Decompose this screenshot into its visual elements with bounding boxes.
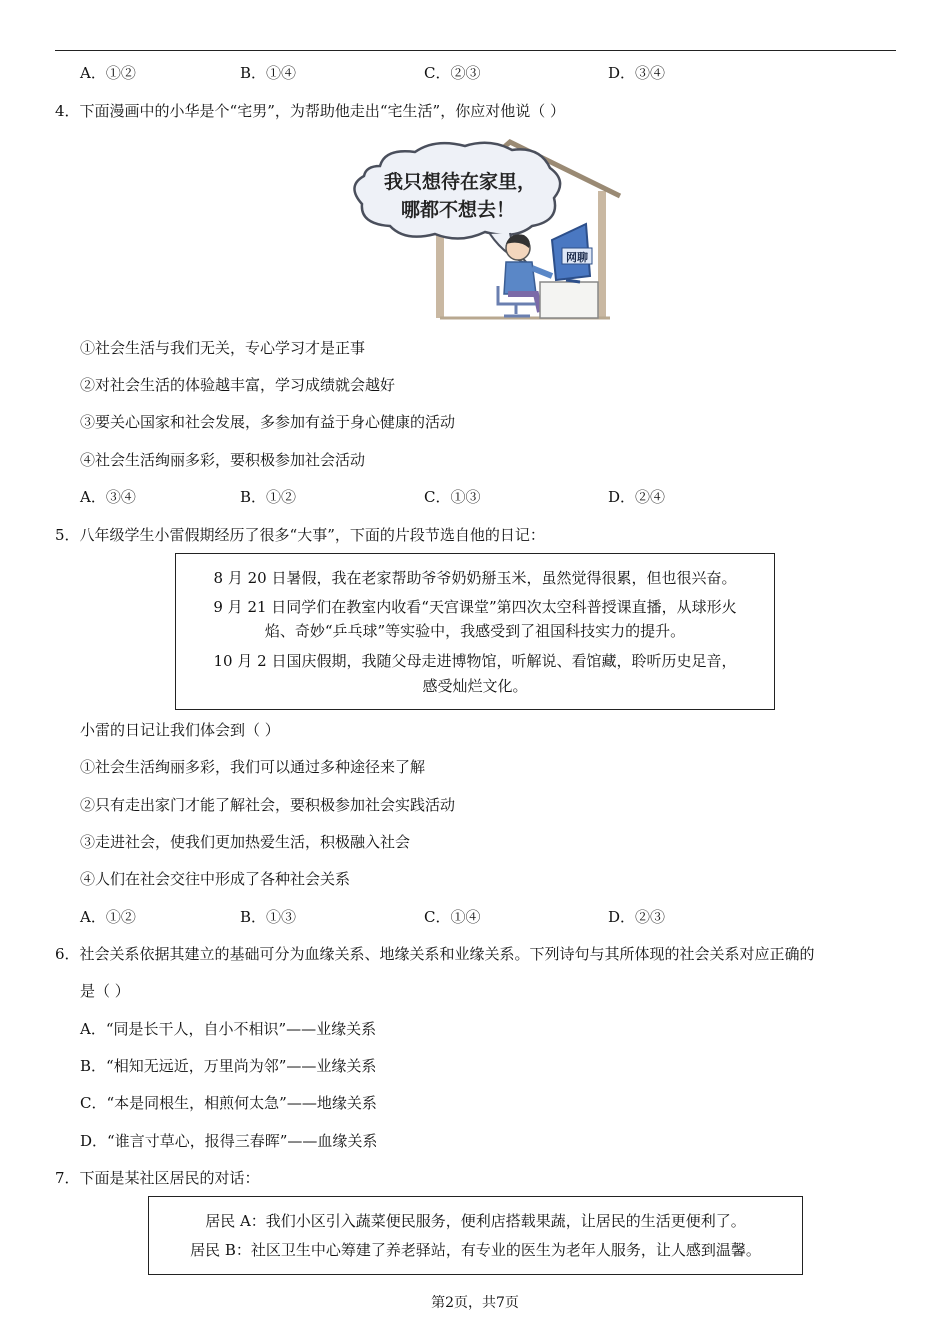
q5-item-2: ②只有走出家门才能了解社会，要积极参加社会实践活动	[80, 796, 456, 814]
q5-option-c[interactable]: C．①④	[424, 908, 481, 926]
diary-line-5: 感受灿烂文化。	[422, 677, 528, 695]
dialogue-line-a: 居民 A：我们小区引入蔬菜便民服务，便利店搭载果蔬，让居民的生活更便利了。	[205, 1212, 746, 1230]
page-footer: 第2页，共7页	[431, 1295, 519, 1311]
q5-item-4: ④人们在社会交往中形成了各种社会关系	[80, 870, 351, 888]
diary-line-3: 焰、奇妙“乒乓球”等实验中，我感受到了祖国科技实力的提升。	[264, 622, 686, 640]
diary-line-4: 10 月 2 日国庆假期，我随父母走进博物馆，听解说、看馆藏，聆听历史足音，	[213, 652, 737, 670]
q7-stem: 7．下面是某社区居民的对话：	[55, 1169, 260, 1187]
q4-item-2: ②对社会生活的体验越丰富，学习成绩就会越好	[80, 376, 396, 394]
q3-option-c[interactable]: C．②③	[424, 64, 481, 82]
q6-stem-line-1: 6．社会关系依据其建立的基础可分为血缘关系、地缘关系和业缘关系。下列诗句与其所体现的社会关系对应正确的	[55, 945, 815, 963]
q5-option-d[interactable]: D．②③	[608, 908, 666, 926]
q3-option-d[interactable]: D．③④	[608, 64, 666, 82]
top-rule	[55, 50, 896, 51]
q5-option-b[interactable]: B．①③	[240, 908, 297, 926]
diary-line-1: 8 月 20 日暑假，我在老家帮助爷爷奶奶掰玉米，虽然觉得很累，但也很兴奋。	[213, 569, 737, 587]
computer-monitor	[552, 224, 592, 282]
q4-option-a[interactable]: A．③④	[80, 488, 136, 506]
q4-stem: 4．下面漫画中的小华是个“宅男”，为帮助他走出“宅生活”，你应对他说（ ）	[55, 102, 565, 120]
q4-item-3: ③要关心国家和社会发展，多参加有益于身心健康的活动	[80, 413, 456, 431]
q5-diary-box	[175, 553, 775, 710]
q5-question: 小雷的日记让我们体会到（ ）	[80, 721, 280, 739]
q6-option-d[interactable]: D．“谁言寸草心，报得三春晖”——血缘关系	[80, 1132, 378, 1150]
dialogue-line-b: 居民 B：社区卫生中心筹建了养老驿站，有专业的医生为老年人服务，让人感到温馨。	[190, 1241, 761, 1259]
q6-option-b[interactable]: B．“相知无远近，万里尚为邻”——业缘关系	[80, 1057, 377, 1075]
q5-option-a[interactable]: A．①②	[80, 908, 136, 926]
q5-item-1: ①社会生活绚丽多彩，我们可以通过多种途径来了解	[80, 758, 426, 776]
desk	[540, 282, 598, 318]
q5-item-3: ③走进社会，使我们更加热爱生活，积极融入社会	[80, 833, 411, 851]
q5-stem: 5．八年级学生小雷假期经历了很多“大事”，下面的片段节选自他的日记：	[55, 526, 545, 544]
diary-line-2: 9 月 21 日同学们在教室内收看“天宫课堂”第四次太空科普授课直播，从球形火	[213, 598, 737, 616]
q4-option-b[interactable]: B．①②	[240, 488, 297, 506]
q4-item-4: ④社会生活绚丽多彩，要积极参加社会活动	[80, 451, 366, 469]
q3-option-b[interactable]: B．①④	[240, 64, 297, 82]
q6-option-c[interactable]: C．“本是同根生，相煎何太急”——地缘关系	[80, 1094, 377, 1112]
q4-cartoon	[340, 136, 625, 321]
q4-option-d[interactable]: D．②④	[608, 488, 666, 506]
q3-option-a[interactable]: A．①②	[80, 64, 136, 82]
q4-option-c[interactable]: C．①③	[424, 488, 481, 506]
bubble-text-1: 我只想待在家里，	[383, 171, 537, 193]
q6-stem-line-2: 是（ ）	[80, 982, 130, 1000]
q7-dialogue-box	[148, 1196, 803, 1275]
screen-label: 网聊	[566, 251, 588, 264]
q6-option-a[interactable]: A．“同是长干人，自小不相识”——业缘关系	[80, 1020, 377, 1038]
bubble-text-2: 哪都不想去！	[400, 199, 516, 221]
q4-item-1: ①社会生活与我们无关，专心学习才是正事	[80, 339, 366, 357]
